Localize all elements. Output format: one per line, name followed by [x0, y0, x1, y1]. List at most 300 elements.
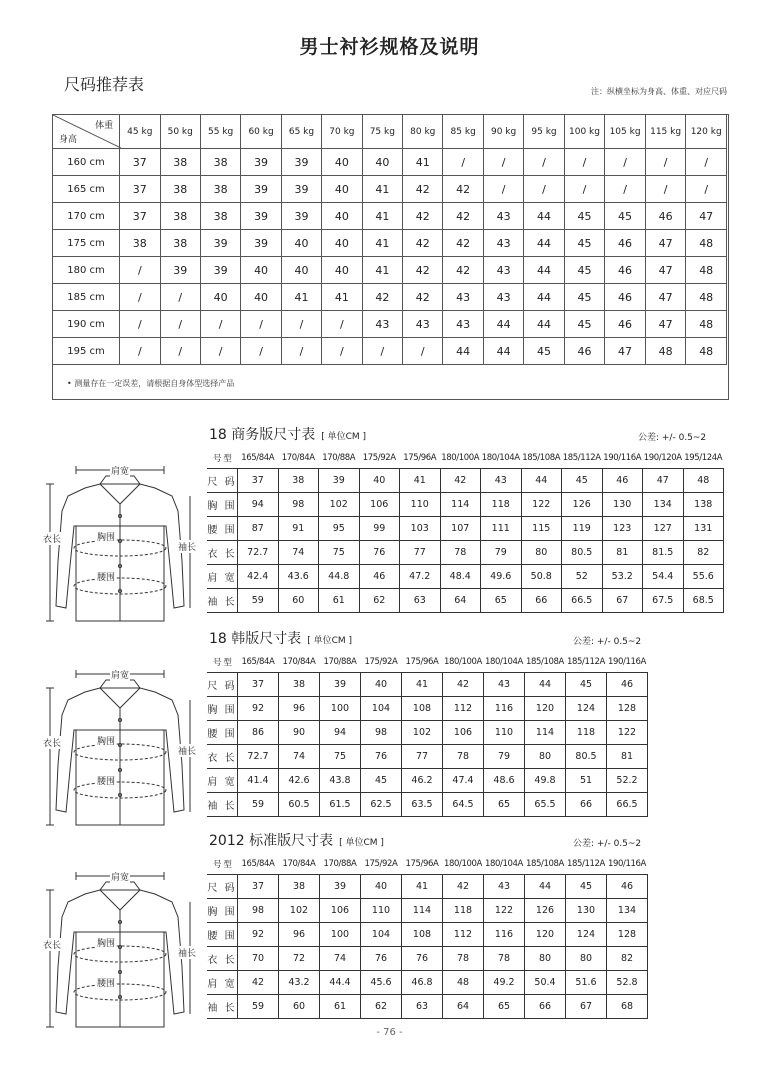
- measurement-cell: 42.4: [238, 565, 279, 589]
- measurement-cell: 72.7: [238, 541, 279, 565]
- measurement-cell: 40: [361, 875, 402, 899]
- table-row: [207, 469, 724, 493]
- table-header-row: [207, 448, 724, 469]
- measurement-cell: 46: [607, 673, 648, 697]
- model-header: 180/100A: [440, 448, 481, 469]
- measurement-cell: 94: [320, 721, 361, 745]
- measurement-cell: 76: [402, 947, 443, 971]
- size-cell: 40: [362, 149, 402, 176]
- size-cell: 39: [241, 230, 281, 257]
- measurement-cell: 77: [400, 541, 441, 565]
- table-row: [207, 923, 648, 947]
- section-unit: [ 单位CM ]: [321, 432, 367, 442]
- measurement-cell: 102: [319, 493, 360, 517]
- measurement-cell: 74: [278, 541, 319, 565]
- measurement-cell: 92: [238, 923, 279, 947]
- measurement-cell: 53.2: [602, 565, 643, 589]
- size-cell: 47: [645, 311, 686, 338]
- size-cell: 40: [322, 203, 362, 230]
- table-row: [207, 875, 648, 899]
- table-header-row: [207, 854, 648, 875]
- measurement-cell: 43: [484, 875, 525, 899]
- measurement-cell: 94: [238, 493, 279, 517]
- measurement-cell: 98: [361, 721, 402, 745]
- size-cell: 39: [281, 176, 321, 203]
- row-label: 袖 长: [207, 589, 238, 613]
- measurement-cell: 66: [521, 589, 562, 613]
- weight-header: 120 kg: [686, 115, 727, 149]
- measurement-cell: 60.5: [279, 793, 320, 817]
- measurement-cell: 39: [320, 673, 361, 697]
- measurement-cell: 61: [320, 995, 361, 1019]
- measurement-cell: 104: [361, 697, 402, 721]
- shoulder-label: 肩宽: [110, 464, 130, 477]
- measurement-cell: 49.8: [525, 769, 566, 793]
- shoulder-label: 肩宽: [110, 870, 130, 883]
- model-header: 185/108A: [521, 448, 562, 469]
- size-cell: 48: [686, 284, 727, 311]
- model-header: 165/84A: [238, 854, 279, 875]
- page-title: 男士衬衫规格及说明: [299, 36, 480, 58]
- section-title-text: 2012 标准版尺寸表: [209, 833, 334, 849]
- size-cell: 48: [686, 230, 727, 257]
- table-row: [53, 338, 727, 365]
- measurement-cell: 124: [566, 923, 607, 947]
- model-header-label: 号 型: [207, 448, 238, 469]
- size-cell: 38: [160, 230, 200, 257]
- size-cell: 42: [443, 257, 483, 284]
- page-number: - 76 -: [376, 1027, 403, 1038]
- size-table: [207, 448, 724, 613]
- measurement-cell: 51: [566, 769, 607, 793]
- size-cell: /: [120, 284, 160, 311]
- measurement-cell: 46: [602, 469, 643, 493]
- model-header: 185/112A: [562, 448, 603, 469]
- measurement-cell: 45: [562, 469, 603, 493]
- measurement-cell: 102: [402, 721, 443, 745]
- table-row: [207, 493, 724, 517]
- size-cell: 43: [483, 203, 523, 230]
- measurement-cell: 122: [521, 493, 562, 517]
- model-header: 185/112A: [566, 652, 607, 673]
- row-label: 腰 围: [207, 517, 238, 541]
- size-cell: /: [524, 149, 564, 176]
- measurement-cell: 118: [443, 899, 484, 923]
- measurement-cell: 38: [279, 673, 320, 697]
- recommend-footnote: • 测量存在一定误差，请根据自身体型选择产品: [67, 379, 235, 388]
- measurement-cell: 77: [402, 745, 443, 769]
- size-cell: 41: [281, 284, 321, 311]
- size-cell: 39: [241, 149, 281, 176]
- size-cell: 43: [443, 311, 483, 338]
- size-cell: 39: [241, 203, 281, 230]
- recommend-table-box: [52, 114, 729, 400]
- table-row: [207, 947, 648, 971]
- measurement-cell: 92: [238, 697, 279, 721]
- size-cell: 39: [281, 203, 321, 230]
- size-cell: 40: [241, 257, 281, 284]
- size-cell: 41: [362, 257, 402, 284]
- measurement-cell: 59: [238, 589, 279, 613]
- measurement-cell: 130: [602, 493, 643, 517]
- measurement-cell: 41.4: [238, 769, 279, 793]
- measurement-cell: 82: [683, 541, 724, 565]
- model-header: 190/116A: [602, 448, 643, 469]
- size-cell: 43: [443, 284, 483, 311]
- chest-label: 胸围: [96, 734, 116, 747]
- measurement-cell: 102: [279, 899, 320, 923]
- size-cell: 46: [605, 257, 646, 284]
- size-cell: 46: [605, 311, 646, 338]
- table-row: [207, 995, 648, 1019]
- model-header: 180/100A: [443, 652, 484, 673]
- measurement-cell: 43: [481, 469, 522, 493]
- size-cell: 45: [564, 203, 605, 230]
- size-cell: 39: [200, 230, 240, 257]
- measurement-cell: 42: [238, 971, 279, 995]
- size-cell: 47: [686, 203, 727, 230]
- row-label: 腰 围: [207, 721, 238, 745]
- size-cell: /: [686, 176, 727, 203]
- row-label: 袖 长: [207, 793, 238, 817]
- size-cell: /: [322, 338, 362, 365]
- weight-header: 70 kg: [322, 115, 362, 149]
- measurement-cell: 120: [525, 697, 566, 721]
- measurement-cell: 115: [521, 517, 562, 541]
- measurement-cell: 72: [279, 947, 320, 971]
- weight-header: 85 kg: [443, 115, 483, 149]
- measurement-cell: 62: [359, 589, 400, 613]
- measurement-cell: 104: [361, 923, 402, 947]
- measurement-cell: 63: [402, 995, 443, 1019]
- measurement-cell: 111: [481, 517, 522, 541]
- weight-header: 65 kg: [281, 115, 321, 149]
- measurement-cell: 119: [562, 517, 603, 541]
- measurement-cell: 78: [484, 947, 525, 971]
- measurement-cell: 43.8: [320, 769, 361, 793]
- measurement-cell: 60: [279, 995, 320, 1019]
- tolerance-note: 公差: +/- 0.5~2: [638, 433, 707, 443]
- measurement-cell: 43.2: [279, 971, 320, 995]
- measurement-cell: 126: [562, 493, 603, 517]
- table-header-row: [207, 652, 648, 673]
- size-cell: /: [605, 176, 646, 203]
- measurement-cell: 76: [361, 745, 402, 769]
- table-row: [207, 565, 724, 589]
- measurement-cell: 116: [484, 697, 525, 721]
- table-row: [53, 257, 727, 284]
- measurement-cell: 87: [238, 517, 279, 541]
- measurement-cell: 41: [402, 875, 443, 899]
- size-cell: 40: [281, 230, 321, 257]
- model-header: 175/92A: [361, 652, 402, 673]
- length-label: 衣长: [42, 938, 62, 951]
- size-cell: 47: [645, 284, 686, 311]
- size-cell: 44: [524, 230, 564, 257]
- measurement-cell: 49.2: [484, 971, 525, 995]
- recommend-note: 注：纵横坐标为身高、体重、对应尺码: [591, 87, 727, 96]
- measurement-cell: 82: [607, 947, 648, 971]
- length-label: 衣长: [42, 736, 62, 749]
- height-header: 175 cm: [53, 230, 120, 257]
- size-cell: 48: [645, 338, 686, 365]
- size-cell: 41: [322, 284, 362, 311]
- measurement-cell: 116: [484, 923, 525, 947]
- size-cell: /: [686, 149, 727, 176]
- measurement-cell: 42.6: [279, 769, 320, 793]
- row-label: 衣 长: [207, 947, 238, 971]
- table-row: [207, 697, 648, 721]
- size-cell: 45: [564, 257, 605, 284]
- size-cell: 42: [403, 284, 443, 311]
- size-cell: 45: [524, 338, 564, 365]
- measurement-cell: 123: [602, 517, 643, 541]
- table-row: [53, 203, 727, 230]
- model-header: 175/92A: [359, 448, 400, 469]
- measurement-cell: 37: [238, 875, 279, 899]
- model-header: 190/116A: [607, 652, 648, 673]
- measurement-cell: 67.5: [643, 589, 684, 613]
- table-corner: [53, 115, 120, 149]
- measurement-cell: 130: [566, 899, 607, 923]
- weight-header: 45 kg: [120, 115, 160, 149]
- measurement-cell: 44.8: [319, 565, 360, 589]
- model-header: 180/100A: [443, 854, 484, 875]
- measurement-cell: 108: [402, 697, 443, 721]
- size-cell: /: [200, 311, 240, 338]
- measurement-cell: 76: [361, 947, 402, 971]
- table-row: [207, 721, 648, 745]
- measurement-cell: 80: [525, 745, 566, 769]
- model-header: 165/84A: [238, 448, 279, 469]
- size-cell: /: [403, 338, 443, 365]
- height-header: 160 cm: [53, 149, 120, 176]
- size-cell: /: [281, 338, 321, 365]
- size-cell: /: [160, 338, 200, 365]
- size-cell: /: [120, 338, 160, 365]
- waist-label: 腰围: [96, 976, 116, 989]
- measurement-cell: 66.5: [607, 793, 648, 817]
- measurement-cell: 103: [400, 517, 441, 541]
- size-cell: /: [120, 311, 160, 338]
- measurement-cell: 48: [443, 971, 484, 995]
- model-header: 185/108A: [525, 652, 566, 673]
- measurement-cell: 52.8: [607, 971, 648, 995]
- length-label: 衣长: [42, 532, 62, 545]
- model-header: 195/124A: [683, 448, 724, 469]
- sleeve-label: 袖长: [177, 540, 197, 553]
- chest-label: 胸围: [96, 530, 116, 543]
- table-row: [53, 311, 727, 338]
- corner-weight-label: 体重: [95, 121, 114, 131]
- size-cell: 45: [564, 230, 605, 257]
- size-cell: /: [322, 311, 362, 338]
- size-cell: /: [241, 311, 281, 338]
- measurement-cell: 47: [643, 469, 684, 493]
- shirt-diagram: [40, 872, 205, 1041]
- measurement-cell: 75: [319, 541, 360, 565]
- section-unit: [ 单位CM ]: [307, 636, 353, 646]
- size-cell: 44: [524, 311, 564, 338]
- measurement-cell: 80: [566, 947, 607, 971]
- model-header-label: 号 型: [207, 854, 238, 875]
- height-header: 170 cm: [53, 203, 120, 230]
- measurement-cell: 134: [643, 493, 684, 517]
- size-cell: /: [443, 149, 483, 176]
- measurement-cell: 62: [361, 995, 402, 1019]
- waist-label: 腰围: [96, 774, 116, 787]
- size-cell: /: [483, 149, 523, 176]
- size-table: [207, 652, 648, 817]
- row-label: 胸 围: [207, 899, 238, 923]
- size-cell: 48: [686, 311, 727, 338]
- measurement-cell: 49.6: [481, 565, 522, 589]
- measurement-cell: 110: [400, 493, 441, 517]
- measurement-cell: 63.5: [402, 793, 443, 817]
- measurement-cell: 114: [525, 721, 566, 745]
- size-cell: 38: [200, 203, 240, 230]
- measurement-cell: 42: [443, 673, 484, 697]
- corner-height-label: 身高: [59, 135, 78, 145]
- measurement-cell: 68: [607, 995, 648, 1019]
- size-cell: 40: [241, 284, 281, 311]
- section-title: [209, 830, 384, 850]
- row-label: 腰 围: [207, 923, 238, 947]
- measurement-cell: 74: [279, 745, 320, 769]
- measurement-cell: 47.4: [443, 769, 484, 793]
- measurement-cell: 44: [525, 673, 566, 697]
- table-row: [207, 745, 648, 769]
- measurement-cell: 43.6: [278, 565, 319, 589]
- size-cell: 42: [403, 230, 443, 257]
- size-cell: 42: [362, 284, 402, 311]
- tolerance-note: 公差: +/- 0.5~2: [573, 637, 642, 647]
- size-cell: 39: [281, 149, 321, 176]
- weight-header: 75 kg: [362, 115, 402, 149]
- measurement-cell: 65: [484, 793, 525, 817]
- measurement-cell: 41: [400, 469, 441, 493]
- size-cell: 43: [483, 230, 523, 257]
- measurement-cell: 75: [320, 745, 361, 769]
- size-cell: 38: [200, 149, 240, 176]
- shirt-diagram: [40, 466, 205, 635]
- measurement-cell: 45: [566, 673, 607, 697]
- size-cell: 47: [605, 338, 646, 365]
- measurement-cell: 42: [443, 875, 484, 899]
- model-header: 175/92A: [361, 854, 402, 875]
- measurement-cell: 79: [484, 745, 525, 769]
- section-title-text: 18 商务版尺寸表: [209, 427, 316, 443]
- row-label: 尺 码: [207, 673, 238, 697]
- measurement-cell: 96: [279, 923, 320, 947]
- measurement-cell: 45: [361, 769, 402, 793]
- size-cell: 40: [200, 284, 240, 311]
- weight-header: 105 kg: [605, 115, 646, 149]
- row-label: 胸 围: [207, 493, 238, 517]
- waist-label: 腰围: [96, 570, 116, 583]
- measurement-cell: 64: [443, 995, 484, 1019]
- model-header: 190/120A: [643, 448, 684, 469]
- model-header: 185/112A: [566, 854, 607, 875]
- measurement-cell: 138: [683, 493, 724, 517]
- size-cell: 42: [403, 203, 443, 230]
- height-header: 165 cm: [53, 176, 120, 203]
- measurement-cell: 51.6: [566, 971, 607, 995]
- measurement-cell: 62.5: [361, 793, 402, 817]
- measurement-cell: 59: [238, 995, 279, 1019]
- weight-header: 90 kg: [483, 115, 523, 149]
- size-cell: /: [483, 176, 523, 203]
- size-cell: 43: [483, 257, 523, 284]
- weight-header: 95 kg: [524, 115, 564, 149]
- size-cell: 43: [483, 284, 523, 311]
- weight-header: 60 kg: [241, 115, 281, 149]
- measurement-cell: 44.4: [320, 971, 361, 995]
- size-cell: 40: [322, 230, 362, 257]
- measurement-cell: 98: [278, 493, 319, 517]
- measurement-cell: 76: [359, 541, 400, 565]
- size-cell: 47: [645, 257, 686, 284]
- table-row: [53, 230, 727, 257]
- measurement-cell: 54.4: [643, 565, 684, 589]
- shoulder-label: 肩宽: [110, 668, 130, 681]
- table-row: [207, 589, 724, 613]
- section-title-text: 18 韩版尺寸表: [209, 631, 302, 647]
- measurement-cell: 86: [238, 721, 279, 745]
- measurement-cell: 65: [484, 995, 525, 1019]
- measurement-cell: 60: [278, 589, 319, 613]
- size-cell: 40: [281, 257, 321, 284]
- size-cell: 42: [403, 257, 443, 284]
- size-cell: 44: [483, 311, 523, 338]
- measurement-cell: 127: [643, 517, 684, 541]
- size-cell: 44: [483, 338, 523, 365]
- size-cell: 45: [564, 284, 605, 311]
- measurement-cell: 72.7: [238, 745, 279, 769]
- row-label: 尺 码: [207, 875, 238, 899]
- measurement-cell: 48: [683, 469, 724, 493]
- size-cell: 41: [362, 203, 402, 230]
- height-header: 195 cm: [53, 338, 120, 365]
- measurement-cell: 110: [361, 899, 402, 923]
- model-header: 170/84A: [279, 652, 320, 673]
- measurement-cell: 74: [320, 947, 361, 971]
- model-header: 175/96A: [402, 854, 443, 875]
- measurement-cell: 124: [566, 697, 607, 721]
- size-cell: 46: [605, 230, 646, 257]
- size-cell: /: [564, 149, 605, 176]
- measurement-cell: 114: [402, 899, 443, 923]
- size-cell: 38: [200, 176, 240, 203]
- size-cell: 45: [605, 203, 646, 230]
- size-cell: 43: [362, 311, 402, 338]
- measurement-cell: 47.2: [400, 565, 441, 589]
- size-cell: 39: [241, 176, 281, 203]
- size-cell: 48: [686, 257, 727, 284]
- measurement-cell: 46: [359, 565, 400, 589]
- sleeve-label: 袖长: [177, 744, 197, 757]
- size-cell: 41: [362, 176, 402, 203]
- measurement-cell: 45: [566, 875, 607, 899]
- measurement-cell: 45.6: [361, 971, 402, 995]
- size-cell: 44: [524, 284, 564, 311]
- row-label: 肩 宽: [207, 769, 238, 793]
- measurement-cell: 81.5: [643, 541, 684, 565]
- measurement-cell: 67: [602, 589, 643, 613]
- measurement-cell: 44: [525, 875, 566, 899]
- model-header: 180/104A: [484, 652, 525, 673]
- measurement-cell: 65.5: [525, 793, 566, 817]
